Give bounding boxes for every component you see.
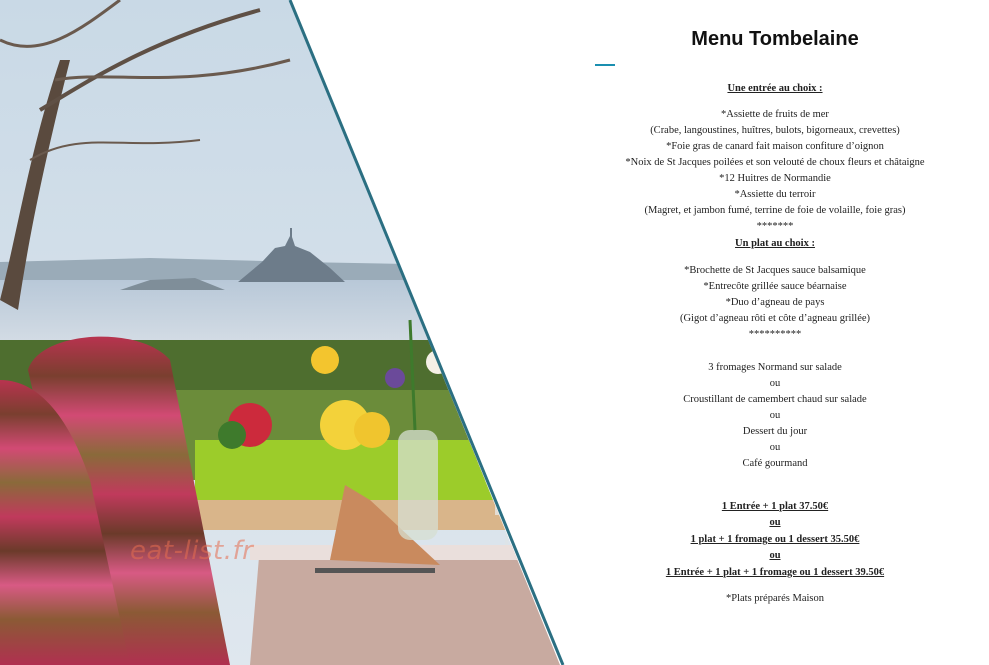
dessert-item: 3 fromages Normand sur salade [708, 362, 842, 373]
price-or: ou [769, 517, 781, 528]
dessert-or: ou [769, 410, 781, 421]
price-option: 1 Entrée + 1 plat + 1 fromage ou 1 dessert 39.50€ [665, 567, 885, 578]
price-option: 1 plat + 1 fromage ou 1 dessert 35.50€ [690, 534, 860, 545]
dessert-item: Croustillant de camembert chaud sur salade [683, 394, 867, 405]
entree-item: *Assiette de fruits de mer [721, 109, 829, 120]
dessert-or: ou [769, 378, 781, 389]
watermark-text: eat-list.fr [130, 536, 254, 566]
plat-item: *Entrecôte grillée sauce béarnaise [703, 281, 847, 292]
entree-item: *Noix de St Jacques poilées et son velouté de choux fleurs et châtaigne [625, 157, 925, 168]
dessert-or: ou [769, 442, 781, 453]
title-accent-bar [595, 64, 615, 66]
plat-item: *Duo d’agneau de pays [725, 297, 825, 308]
entrees-heading: Une entrée au choix : [727, 83, 823, 94]
footnote: *Plats préparés Maison [726, 593, 824, 604]
entree-item: *Foie gras de canard fait maison confiture d’oignon [666, 141, 884, 152]
entree-item: (Magret, et jambon fumé, terrine de foie de volaille, foie gras) [644, 205, 906, 216]
entree-item: *12 Huitres de Normandie [719, 173, 831, 184]
price-option: 1 Entrée + 1 plat 37.50€ [721, 501, 829, 512]
plat-item: *Brochette de St Jacques sauce balsamique [684, 265, 866, 276]
price-or: ou [769, 550, 781, 561]
entree-item: (Crabe, langoustines, huîtres, bulots, bigorneaux, crevettes) [650, 125, 900, 136]
entrees-separator: ******* [756, 221, 794, 232]
dessert-item: Café gourmand [742, 458, 808, 469]
entree-item: *Assiette du terroir [734, 189, 816, 200]
plat-item: (Gigot d’agneau rôti et côte d’agneau grillée) [679, 313, 871, 324]
menu-title: Menu Tombelaine [691, 28, 859, 50]
dessert-item: Dessert du jour [742, 426, 808, 437]
plats-heading: Un plat au choix : [735, 238, 815, 249]
plats-separator: ********** [748, 329, 802, 340]
